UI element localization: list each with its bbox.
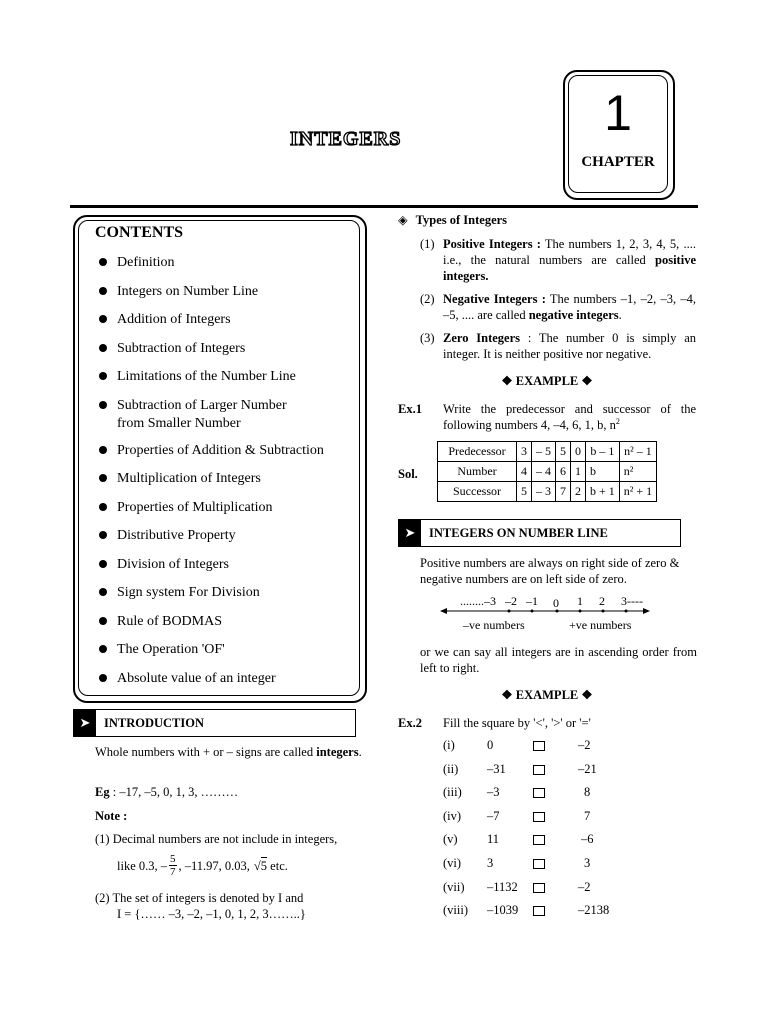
table-cell: b + 1	[586, 482, 620, 502]
table-cell: – 3	[532, 482, 556, 502]
negative-integers-text	[443, 291, 696, 323]
table-cell: – 5	[532, 442, 556, 462]
item-number: (iv)	[443, 809, 462, 823]
fraction	[169, 853, 177, 878]
ex1-label: Ex.1	[398, 402, 422, 416]
answer-square[interactable]	[533, 906, 545, 916]
table-cell: n² – 1	[619, 442, 656, 462]
arrow-icon: ➤	[399, 520, 421, 546]
table-cell: 7	[556, 482, 571, 502]
intro-bold-term: integers	[316, 745, 359, 759]
left-value: 3	[487, 856, 494, 870]
number-line-para-2: or we can say all integers are in ascending order from left to right.	[420, 645, 697, 675]
answer-square[interactable]	[533, 835, 545, 845]
table-cell: – 4	[532, 462, 556, 482]
contents-item: The Operation 'OF'	[96, 641, 356, 659]
note-1-text-d: etc.	[267, 858, 288, 873]
table-cell: 3	[517, 442, 532, 462]
superscript-2: 2	[615, 417, 620, 426]
table-cell: b – 1	[586, 442, 620, 462]
tick-label: 2	[599, 594, 605, 608]
left-value: –7	[487, 809, 500, 823]
positive-integers-label: Positive Integers :	[443, 237, 541, 251]
tick-label: –1	[526, 594, 538, 608]
chapter-title: INTEGERS	[290, 128, 402, 150]
tick-label: 3----	[621, 594, 643, 608]
table-row	[438, 442, 657, 462]
right-value: 8	[584, 785, 591, 799]
contents-item: Definition	[96, 254, 356, 272]
right-value: –21	[578, 762, 597, 776]
number-line	[440, 604, 650, 618]
contents-item: Multiplication of Integers	[96, 470, 356, 488]
note-1-text-a: like 0.3, –	[117, 858, 167, 873]
note-1-line-1: (1) Decimal numbers are not include in integers,	[95, 832, 338, 846]
table-cell: 1	[571, 462, 586, 482]
item-number: (i)	[443, 738, 455, 752]
item-number: (vii)	[443, 880, 465, 894]
table-cell: 5	[556, 442, 571, 462]
ex2-label: Ex.2	[398, 716, 422, 730]
contents-item: Subtraction of Larger Number from Smaller Number	[96, 397, 356, 433]
positive-integers-desc: The numbers 1, 2, 3, 4, 5, .... i.e., the natural numbers are called	[443, 237, 696, 267]
answer-square[interactable]	[533, 883, 545, 893]
contents-heading: CONTENTS	[95, 224, 184, 241]
answer-square[interactable]	[533, 788, 545, 798]
table-row	[438, 462, 657, 482]
left-value: –1039	[487, 903, 519, 917]
tick-label: 0	[553, 596, 559, 610]
negative-numbers-label: –ve numbers	[463, 618, 525, 632]
number-line-heading: INTEGERS ON NUMBER LINE	[429, 525, 608, 540]
example-line	[95, 784, 238, 800]
table-cell: 5	[517, 482, 532, 502]
positive-integers-text	[443, 236, 696, 284]
ex1-question-text: Write the predecessor and successor of the following numbers 4, –4, 6, 1, b, n	[443, 402, 696, 432]
contents-item: Properties of Multiplication	[96, 499, 356, 517]
right-value: –6	[581, 832, 594, 846]
introduction-heading: INTRODUCTION	[104, 715, 205, 730]
eg-label: Eg	[95, 785, 110, 799]
tick-label: 1	[577, 594, 583, 608]
answer-square[interactable]	[533, 741, 545, 751]
table-cell: 2	[571, 482, 586, 502]
fraction-numerator: 5	[170, 853, 176, 865]
ex1-question	[443, 401, 696, 433]
table-cell: Successor	[438, 482, 517, 502]
number-line-header	[398, 519, 681, 547]
intro-line: Whole numbers with + or – signs are called	[95, 745, 314, 759]
example-1-heading: ❖ EXAMPLE ❖	[501, 374, 593, 388]
fraction-denominator: 7	[170, 866, 176, 878]
number-line-para-1: Positive numbers are always on right side of zero & negative numbers are on left side of zero.	[420, 556, 680, 586]
contents-item: Sign system For Division	[96, 584, 356, 602]
contents-item: Properties of Addition & Subtraction	[96, 442, 356, 460]
right-value: 3	[584, 856, 591, 870]
type-3-number: (3)	[420, 331, 435, 345]
tick-label: ........–3	[460, 594, 496, 608]
right-value: –2	[578, 880, 591, 894]
note-1-text-c: , –11.97, 0.03,	[178, 858, 250, 873]
contents-item: Integers on Number Line	[96, 283, 356, 301]
table-cell: 0	[571, 442, 586, 462]
left-value: 0	[487, 738, 494, 752]
arrow-icon: ➤	[74, 710, 96, 736]
contents-item: Subtraction of Integers	[96, 340, 356, 358]
chapter-label: CHAPTER	[581, 154, 655, 170]
note-2-line-1: (2) The set of integers is denoted by I and	[95, 891, 304, 905]
table-cell: n² + 1	[619, 482, 656, 502]
table-cell: 4	[517, 462, 532, 482]
types-heading: Types of Integers	[415, 213, 508, 227]
contents-item: Division of Integers	[96, 556, 356, 574]
diamond-bullet-icon: ◈	[398, 213, 408, 227]
note-label: Note :	[95, 809, 128, 823]
item-number: (vi)	[443, 856, 462, 870]
zero-integer-label: Zero Integers	[443, 331, 521, 345]
table-cell: Number	[438, 462, 517, 482]
contents-item: Absolute value of an integer	[96, 670, 356, 688]
right-value: –2138	[578, 903, 610, 917]
type-2-number: (2)	[420, 292, 435, 306]
left-value: –31	[487, 762, 506, 776]
chapter-number: 1	[604, 85, 632, 141]
negative-integers-end: .	[618, 308, 622, 322]
item-number: (viii)	[443, 903, 468, 917]
table-row	[438, 482, 657, 502]
types-heading-row	[398, 212, 507, 228]
header-rule	[70, 205, 698, 208]
right-value: –2	[578, 738, 591, 752]
negative-integers-bold: negative integers	[528, 308, 619, 322]
note-2-line-2: I = {…… –3, –2, –1, 0, 1, 2, 3……..}	[117, 907, 306, 921]
zero-integer-desc: : The number 0 is simply an integer. It is neither positive nor negative.	[443, 331, 696, 361]
contents-item: Addition of Integers	[96, 311, 356, 329]
example-2-heading: ❖ EXAMPLE ❖	[501, 688, 593, 702]
contents-item: Rule of BODMAS	[96, 613, 356, 631]
left-value: –1132	[487, 880, 518, 894]
table-cell: n²	[619, 462, 656, 482]
answer-square[interactable]	[533, 812, 545, 822]
item-number: (iii)	[443, 785, 462, 799]
introduction-text: Whole numbers with + or – signs are called integers.	[95, 745, 362, 759]
chapter-box	[568, 75, 668, 193]
introduction-header	[73, 709, 356, 737]
right-value: 7	[584, 809, 591, 823]
table-cell: b	[586, 462, 620, 482]
item-number: (v)	[443, 832, 458, 846]
left-value: 11	[487, 832, 500, 846]
tick-label: –2	[505, 594, 517, 608]
note-1-line-2	[117, 853, 288, 878]
table-cell: Predecessor	[438, 442, 517, 462]
answer-square[interactable]	[533, 859, 545, 869]
contents-item: Limitations of the Number Line	[96, 368, 356, 386]
positive-integers-bold: positive integers.	[443, 253, 696, 283]
type-1-number: (1)	[420, 237, 435, 251]
negative-integers-label: Negative Integers :	[443, 292, 546, 306]
negative-integers-desc: The numbers –1, –2, –3, –4, –5, .... are called	[443, 292, 696, 322]
sol-label: Sol.	[398, 467, 418, 481]
answer-square[interactable]	[533, 765, 545, 775]
left-value: –3	[487, 785, 500, 799]
eg-text: : –17, –5, 0, 1, 3, ………	[109, 785, 239, 799]
sqrt-value: 5	[260, 859, 268, 873]
contents-item: Distributive Property	[96, 527, 356, 545]
positive-numbers-label: +ve numbers	[569, 618, 632, 632]
table-cell: 6	[556, 462, 571, 482]
item-number: (ii)	[443, 762, 459, 776]
predecessor-table	[437, 441, 657, 502]
ex2-question: Fill the square by '<', '>' or '='	[443, 716, 591, 730]
zero-integer-text	[443, 330, 696, 362]
sqrt-icon: √	[253, 858, 261, 873]
contents-list	[96, 254, 356, 698]
